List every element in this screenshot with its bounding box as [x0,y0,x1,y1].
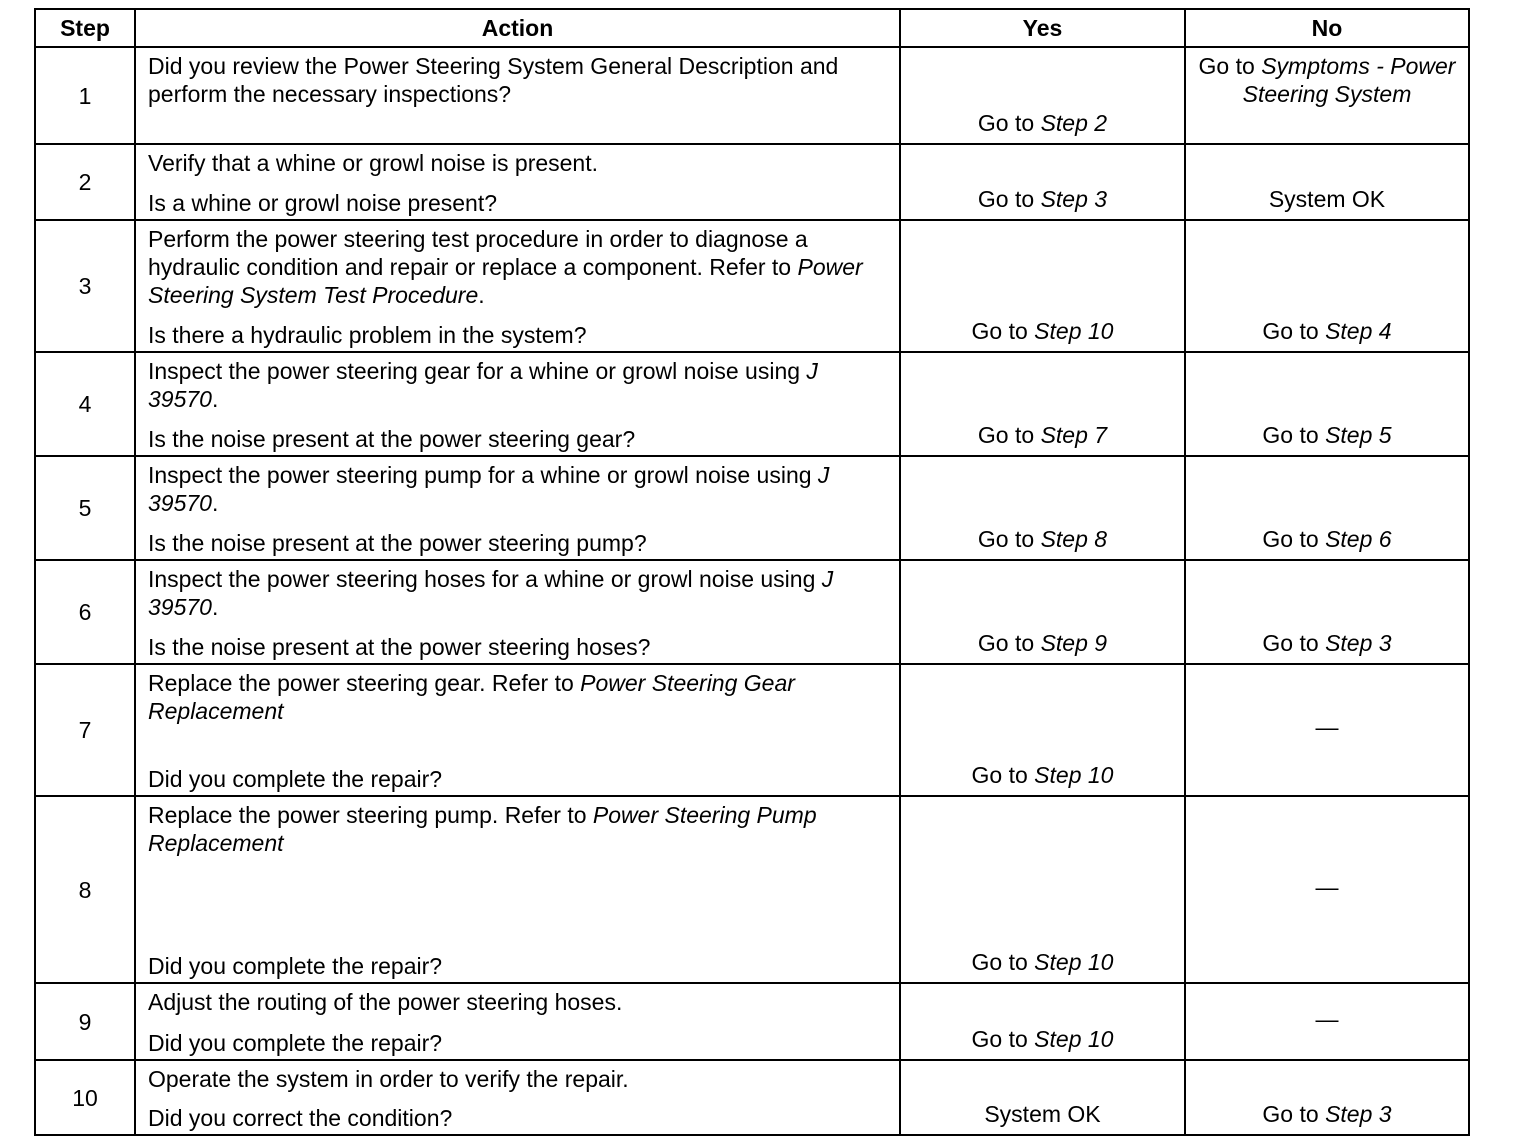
table-row [35,1060,1469,1135]
yes-reference: Step 2 [1040,110,1108,136]
action-question: Is the noise present at the power steering gear? [148,426,636,452]
action-cell [135,796,900,983]
action-text: Inspect the power steering pump for a whine or growl noise using J 39570. [148,462,830,516]
header-yes: Yes [900,9,1185,47]
action-cell [135,1060,900,1135]
yes-reference: Step 10 [1034,1026,1114,1052]
no-result: Go to Symptoms - Power Steering System [1185,47,1469,144]
action-question: Is the noise present at the power steering hoses? [148,634,651,660]
no-result: Go to Step 3 [1185,560,1469,664]
yes-result: Go to Step 8 [900,456,1185,560]
table-row [35,796,1469,983]
yes-reference: Step 10 [1034,318,1114,344]
no-result: — [1185,664,1469,796]
action-text: Verify that a whine or growl noise is present. [148,150,599,176]
table-row [35,983,1469,1060]
action-question: Did you complete the repair? [148,766,443,792]
step-number: 1 [35,47,135,144]
table-row [35,47,1469,144]
yes-result: Go to Step 7 [900,352,1185,456]
yes-result: Go to Step 2 [900,47,1185,144]
action-reference: Power Steering System Test Procedure [148,254,863,308]
yes-result: Go to Step 9 [900,560,1185,664]
no-reference: Step 3 [1325,630,1392,656]
action-cell [135,47,900,144]
action-question: Is a whine or growl noise present? [148,190,498,216]
table-row [35,664,1469,796]
no-result: Go to Step 3 [1185,1060,1469,1135]
no-result: — [1185,796,1469,983]
action-text: Operate the system in order to verify the repair. [148,1066,629,1092]
yes-result: Go to Step 10 [900,220,1185,352]
action-cell [135,220,900,352]
no-reference: Step 4 [1325,318,1392,344]
action-text: Perform the power steering test procedure in order to diagnose a hydraulic condition and repair or replace a component. Refer to Power Steering System Test Procedure. [148,226,863,308]
header-no: No [1185,9,1469,47]
action-cell [135,664,900,796]
no-reference: Step 6 [1325,526,1392,552]
yes-result: Go to Step 10 [900,664,1185,796]
action-question: Did you correct the condition? [148,1105,453,1131]
no-result: System OK [1185,144,1469,220]
yes-reference: Step 8 [1040,526,1108,552]
step-number: 6 [35,560,135,664]
step-number: 4 [35,352,135,456]
action-text: Replace the power steering pump. Refer to Power Steering Pump Replacement [148,802,817,856]
no-reference: Step 5 [1325,422,1392,448]
action-cell [135,983,900,1060]
header-row [35,9,1469,47]
action-cell [135,352,900,456]
yes-reference: Step 10 [1034,949,1114,975]
header-action: Action [135,9,900,47]
yes-result: Go to Step 10 [900,796,1185,983]
action-text: Did you review the Power Steering System General Description and perform the necessary inspections? [148,53,839,107]
action-question: Is the noise present at the power steering pump? [148,530,647,556]
yes-reference: Step 9 [1040,630,1108,656]
yes-reference: Step 10 [1034,762,1114,788]
table-row [35,560,1469,664]
table-row [35,456,1469,560]
table-row [35,352,1469,456]
action-question: Did you complete the repair? [148,953,443,979]
no-reference: Symptoms - Power Steering System [1242,53,1456,107]
diagnostic-table [34,8,1470,1136]
action-text: Replace the power steering gear. Refer to Power Steering Gear Replacement [148,670,795,724]
no-reference: Step 3 [1325,1101,1392,1127]
step-number: 5 [35,456,135,560]
yes-result: Go to Step 3 [900,144,1185,220]
no-result: Go to Step 4 [1185,220,1469,352]
yes-reference: Step 7 [1040,422,1108,448]
action-cell [135,144,900,220]
action-reference: J 39570 [148,566,834,620]
action-reference: J 39570 [148,462,830,516]
step-number: 3 [35,220,135,352]
step-number: 10 [35,1060,135,1135]
yes-reference: Step 3 [1040,186,1108,212]
action-reference: J 39570 [148,358,818,412]
step-number: 8 [35,796,135,983]
action-reference: Power Steering Pump Replacement [148,802,817,856]
table-row [35,144,1469,220]
action-question: Did you complete the repair? [148,1030,443,1056]
action-text: Inspect the power steering gear for a whine or growl noise using J 39570. [148,358,818,412]
action-text: Adjust the routing of the power steering hoses. [148,989,623,1015]
no-result: Go to Step 5 [1185,352,1469,456]
yes-result: System OK [900,1060,1185,1135]
action-cell [135,560,900,664]
no-result: — [1185,983,1469,1060]
action-question: Is there a hydraulic problem in the system? [148,322,587,348]
no-result: Go to Step 6 [1185,456,1469,560]
step-number: 9 [35,983,135,1060]
action-cell [135,456,900,560]
action-reference: Power Steering Gear Replacement [148,670,795,724]
step-number: 2 [35,144,135,220]
action-text: Inspect the power steering hoses for a whine or growl noise using J 39570. [148,566,834,620]
yes-result: Go to Step 10 [900,983,1185,1060]
step-number: 7 [35,664,135,796]
header-step: Step [35,9,135,47]
table-row [35,220,1469,352]
